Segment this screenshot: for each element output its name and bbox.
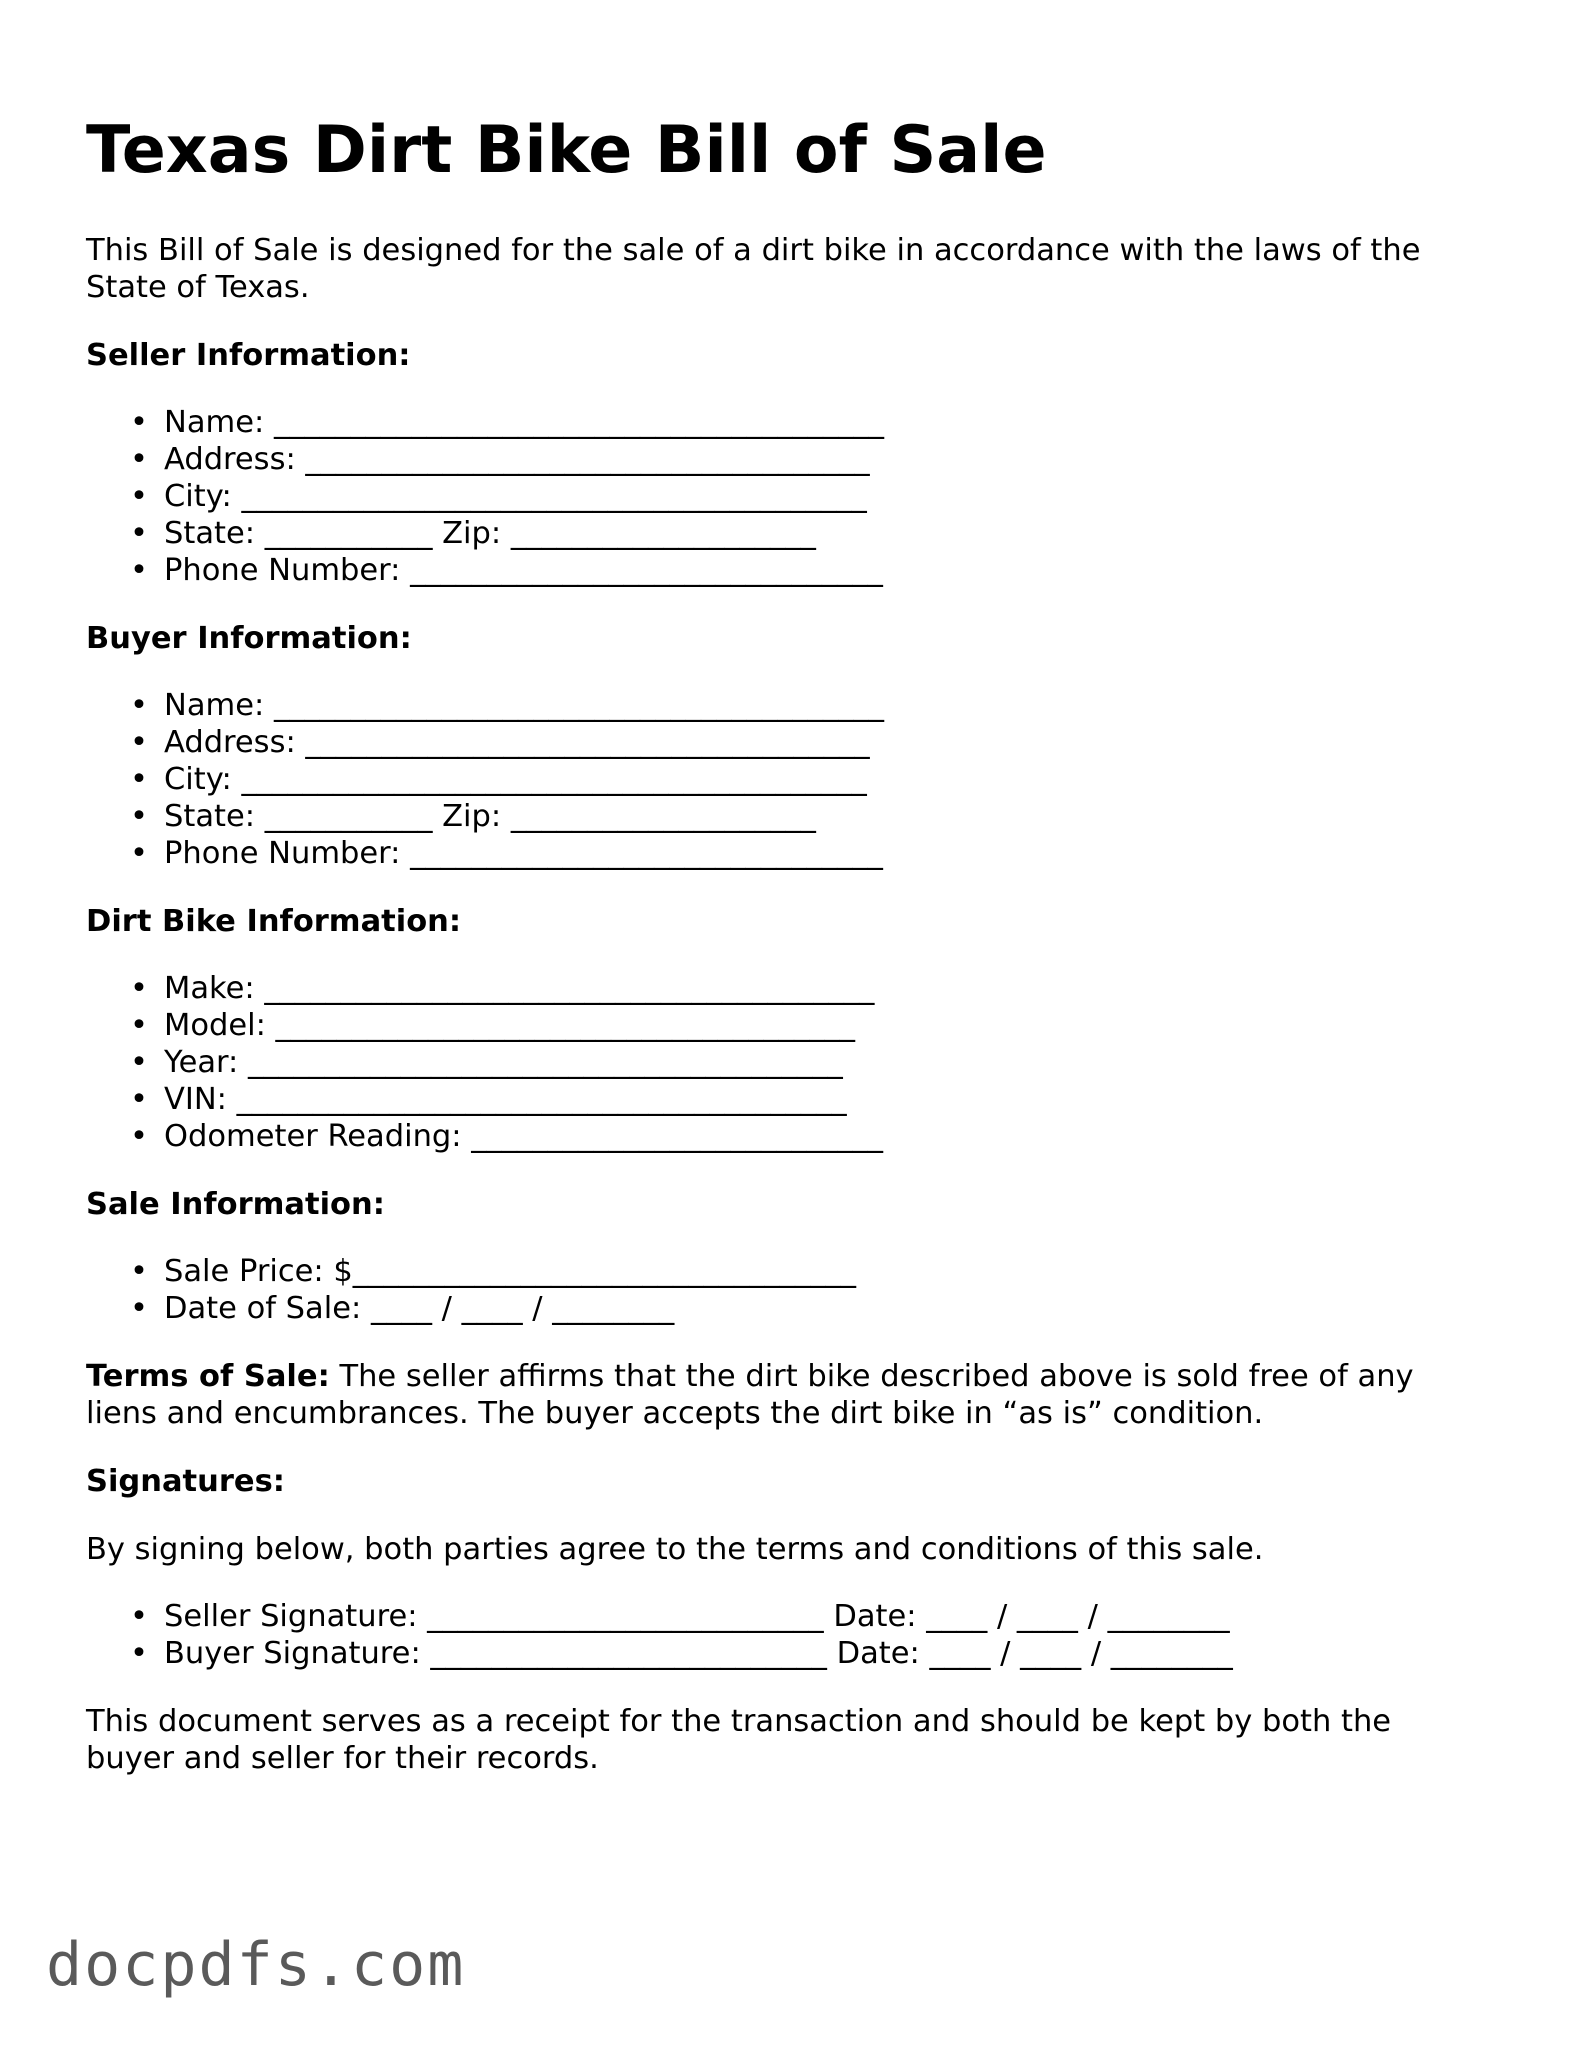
buyer-state-zip-field: • State: ___________ Zip: ____________________ bbox=[130, 799, 816, 834]
terms-paragraph bbox=[86, 1358, 1486, 1432]
buyer-city-field: • City: _________________________________________ bbox=[130, 762, 867, 797]
bullet-icon: • bbox=[130, 1636, 148, 1671]
signatures-heading: Signatures: bbox=[86, 1464, 285, 1499]
closing-paragraph: This document serves as a receipt for the transaction and should be kept by both the buyer and seller for their records. bbox=[86, 1704, 1392, 1776]
bullet-icon: • bbox=[130, 1119, 148, 1154]
document-page bbox=[86, 100, 1486, 1777]
signatures-intro: By signing below, both parties agree to the terms and conditions of this sale. bbox=[86, 1532, 1264, 1567]
bullet-icon: • bbox=[130, 725, 148, 760]
bullet-icon: • bbox=[130, 405, 148, 440]
bullet-icon: • bbox=[130, 1082, 148, 1117]
seller-name-field: • Name: ________________________________________ bbox=[130, 405, 884, 440]
bullet-icon: • bbox=[130, 1254, 148, 1289]
seller-heading: Seller Information: bbox=[86, 338, 411, 373]
bullet-icon: • bbox=[130, 799, 148, 834]
bullet-icon: • bbox=[130, 836, 148, 871]
bike-model-field: • Model: ______________________________________ bbox=[130, 1008, 856, 1043]
terms-text: The seller affirms that the dirt bike described above is sold free of any liens and encumbrances. The buyer accepts the dirt bike in “as is” condition. bbox=[86, 1359, 1414, 1431]
seller-city-field: • City: _________________________________________ bbox=[130, 479, 867, 514]
intro-paragraph: This Bill of Sale is designed for the sale of a dirt bike in accordance with the laws of the State of Texas. bbox=[86, 233, 1421, 305]
bike-heading: Dirt Bike Information: bbox=[86, 904, 462, 939]
bullet-icon: • bbox=[130, 442, 148, 477]
seller-phone-field: • Phone Number: _______________________________ bbox=[130, 553, 883, 588]
watermark-logo: docpdfs.com bbox=[46, 1930, 466, 2000]
sale-price-field: • Sale Price: $_________________________________ bbox=[130, 1254, 857, 1289]
buyer-address-field: • Address: _____________________________________ bbox=[130, 725, 870, 760]
buyer-phone-field: • Phone Number: _______________________________ bbox=[130, 836, 883, 871]
sale-date-field: • Date of Sale: ____ / ____ / ________ bbox=[130, 1291, 675, 1326]
signature-field-list bbox=[86, 1598, 1486, 1672]
seller-field-list bbox=[86, 404, 1486, 589]
bike-year-field: • Year: _______________________________________ bbox=[130, 1045, 843, 1080]
bike-vin-field: • VIN: ________________________________________ bbox=[130, 1082, 847, 1117]
bullet-icon: • bbox=[130, 479, 148, 514]
bullet-icon: • bbox=[130, 553, 148, 588]
bullet-icon: • bbox=[130, 1291, 148, 1326]
bullet-icon: • bbox=[130, 516, 148, 551]
buyer-heading: Buyer Information: bbox=[86, 621, 412, 656]
sale-heading: Sale Information: bbox=[86, 1187, 385, 1222]
bike-make-field: • Make: ________________________________________ bbox=[130, 971, 875, 1006]
sale-field-list bbox=[86, 1253, 1486, 1327]
seller-address-field: • Address: _____________________________________ bbox=[130, 442, 870, 477]
bullet-icon: • bbox=[130, 688, 148, 723]
bullet-icon: • bbox=[130, 971, 148, 1006]
seller-signature-field: • Seller Signature: __________________________ Date: ____ / ____ / ________ bbox=[130, 1599, 1230, 1634]
seller-state-zip-field: • State: ___________ Zip: ____________________ bbox=[130, 516, 816, 551]
document-title: Texas Dirt Bike Bill of Sale bbox=[86, 113, 1047, 188]
buyer-signature-field: • Buyer Signature: __________________________ Date: ____ / ____ / ________ bbox=[130, 1636, 1233, 1671]
bullet-icon: • bbox=[130, 1008, 148, 1043]
terms-label: Terms of Sale: bbox=[86, 1359, 330, 1394]
bullet-icon: • bbox=[130, 1045, 148, 1080]
bike-field-list bbox=[86, 970, 1486, 1155]
bullet-icon: • bbox=[130, 1599, 148, 1634]
buyer-name-field: • Name: ________________________________________ bbox=[130, 688, 884, 723]
buyer-field-list bbox=[86, 687, 1486, 872]
bullet-icon: • bbox=[130, 762, 148, 797]
bike-odometer-field: • Odometer Reading: ___________________________ bbox=[130, 1119, 883, 1154]
